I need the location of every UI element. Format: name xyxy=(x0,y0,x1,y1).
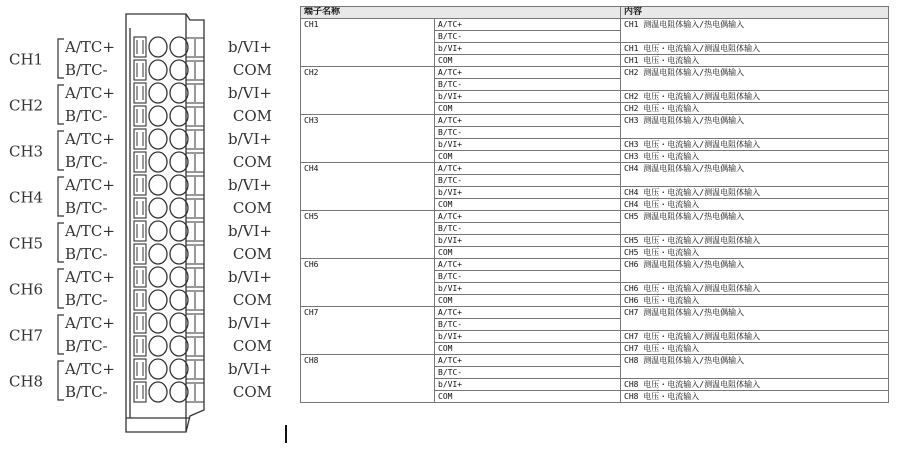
content-cell: CH6 测温电阻体输入/热电偶输入 xyxy=(621,259,889,283)
terminal-cell: COM xyxy=(435,55,621,67)
wire-hole xyxy=(170,152,188,172)
wire-hole xyxy=(170,313,188,333)
channel-labels xyxy=(9,38,272,401)
terminal-cell: b/VI+ xyxy=(435,43,621,55)
table-row xyxy=(301,211,889,223)
pin-vi-label: b/VI+ xyxy=(228,222,272,240)
pin-a-label: A/TC+ xyxy=(65,314,115,332)
pin-b-label: B/TC- xyxy=(65,61,108,79)
screw-hole xyxy=(149,244,167,264)
terminal-row xyxy=(134,37,204,57)
terminal-cell: A/TC+ xyxy=(435,163,621,175)
terminal-cell: b/VI+ xyxy=(435,379,621,391)
pin-com-label: COM xyxy=(232,337,272,355)
channel-label: CH6 xyxy=(9,280,44,299)
release-lever xyxy=(134,83,146,103)
terminal-cell: COM xyxy=(435,391,621,403)
terminal-cell: b/VI+ xyxy=(435,139,621,151)
pin-b-label: B/TC- xyxy=(65,245,108,263)
terminal-row xyxy=(134,198,204,218)
terminal-row xyxy=(134,60,204,80)
table-row xyxy=(301,163,889,175)
content-cell: CH3 电压・电流输入/测温电阻体输入 xyxy=(621,139,889,151)
release-lever xyxy=(134,198,146,218)
release-lever xyxy=(134,313,146,333)
terminal-cell: COM xyxy=(435,295,621,307)
screw-hole xyxy=(149,83,167,103)
channel-name-cell: CH8 xyxy=(301,355,435,403)
screw-hole xyxy=(149,382,167,402)
pin-a-label: A/TC+ xyxy=(65,84,115,102)
terminal-cell: B/TC- xyxy=(435,223,621,235)
channel-group xyxy=(9,268,272,309)
divider-mark xyxy=(285,425,287,443)
terminal-row xyxy=(134,359,204,379)
terminal-row xyxy=(134,382,204,402)
pin-a-label: A/TC+ xyxy=(65,222,115,240)
pin-com-label: COM xyxy=(232,153,272,171)
content-cell: CH8 电压・电流输入/测温电阻体输入 xyxy=(621,379,889,391)
screw-hole xyxy=(149,175,167,195)
content-cell: CH2 测温电阻体输入/热电偶输入 xyxy=(621,67,889,91)
pin-b-label: B/TC- xyxy=(65,153,108,171)
pin-b-label: B/TC- xyxy=(65,383,108,401)
terminal-cell: COM xyxy=(435,247,621,259)
terminal-cell: B/TC- xyxy=(435,79,621,91)
channel-name-cell: CH6 xyxy=(301,259,435,307)
pin-vi-label: b/VI+ xyxy=(228,38,272,56)
screw-hole xyxy=(149,290,167,310)
terminal-row xyxy=(134,336,204,356)
terminal-cell: b/VI+ xyxy=(435,283,621,295)
terminal-row xyxy=(134,129,204,149)
table-row xyxy=(301,67,889,79)
channel-label: CH7 xyxy=(9,326,44,345)
release-lever xyxy=(134,359,146,379)
terminal-cell: B/TC- xyxy=(435,367,621,379)
table-header-row xyxy=(301,7,889,19)
screw-hole xyxy=(149,221,167,241)
pin-a-label: A/TC+ xyxy=(65,360,115,378)
terminal-row xyxy=(134,106,204,126)
content-cell: CH5 测温电阻体输入/热电偶输入 xyxy=(621,211,889,235)
pin-com-label: COM xyxy=(232,107,272,125)
terminal-cell: A/TC+ xyxy=(435,211,621,223)
screw-hole xyxy=(149,152,167,172)
wire-hole xyxy=(170,106,188,126)
header-content: 内容 xyxy=(621,7,889,19)
release-lever xyxy=(134,221,146,241)
terminal-cell: B/TC- xyxy=(435,271,621,283)
table-row xyxy=(301,355,889,367)
pin-b-label: B/TC- xyxy=(65,199,108,217)
table-row xyxy=(301,19,889,31)
wire-hole xyxy=(170,244,188,264)
terminal-cell: A/TC+ xyxy=(435,259,621,271)
terminal-table xyxy=(300,6,889,403)
terminal-cell: COM xyxy=(435,103,621,115)
wire-hole xyxy=(170,175,188,195)
terminal-rows xyxy=(134,37,204,402)
pin-vi-label: b/VI+ xyxy=(228,176,272,194)
content-cell: CH3 电压・电流输入 xyxy=(621,151,889,163)
channel-bracket xyxy=(58,315,64,354)
channel-bracket xyxy=(58,269,64,308)
terminal-cell: COM xyxy=(435,151,621,163)
terminal-cell: b/VI+ xyxy=(435,187,621,199)
pin-vi-label: b/VI+ xyxy=(228,360,272,378)
channel-group xyxy=(9,222,272,263)
release-lever xyxy=(134,37,146,57)
terminal-cell: b/VI+ xyxy=(435,331,621,343)
content-cell: CH7 电压・电流输入 xyxy=(621,343,889,355)
pin-a-label: A/TC+ xyxy=(65,176,115,194)
wire-hole xyxy=(170,290,188,310)
channel-name-cell: CH4 xyxy=(301,163,435,211)
terminal-cell: A/TC+ xyxy=(435,115,621,127)
content-cell: CH4 电压・电流输入 xyxy=(621,199,889,211)
channel-bracket xyxy=(58,85,64,124)
screw-hole xyxy=(149,267,167,287)
terminal-row xyxy=(134,244,204,264)
wire-hole xyxy=(170,37,188,57)
header-terminal-name: 端子名称 xyxy=(301,7,621,19)
release-lever xyxy=(134,175,146,195)
terminal-row xyxy=(134,83,204,103)
terminal-cell: A/TC+ xyxy=(435,355,621,367)
terminal-cell: A/TC+ xyxy=(435,19,621,31)
channel-label: CH8 xyxy=(9,372,44,391)
release-lever xyxy=(134,106,146,126)
channel-group xyxy=(9,130,272,171)
content-cell: CH8 测温电阻体输入/热电偶输入 xyxy=(621,355,889,379)
channel-name-cell: CH5 xyxy=(301,211,435,259)
pin-com-label: COM xyxy=(232,383,272,401)
terminal-cell: A/TC+ xyxy=(435,67,621,79)
content-cell: CH5 电压・电流输入/测温电阻体输入 xyxy=(621,235,889,247)
channel-group xyxy=(9,176,272,217)
release-lever xyxy=(134,152,146,172)
content-cell: CH6 电压・电流输入 xyxy=(621,295,889,307)
wire-hole xyxy=(170,267,188,287)
screw-hole xyxy=(149,37,167,57)
pin-a-label: A/TC+ xyxy=(65,38,115,56)
terminal-cell: COM xyxy=(435,343,621,355)
wire-hole xyxy=(170,198,188,218)
pin-b-label: B/TC- xyxy=(65,291,108,309)
wire-hole xyxy=(170,382,188,402)
pin-com-label: COM xyxy=(232,291,272,309)
terminal-row xyxy=(134,152,204,172)
wire-hole xyxy=(170,83,188,103)
wire-hole xyxy=(170,221,188,241)
terminal-cell: B/TC- xyxy=(435,31,621,43)
content-cell: CH4 电压・电流输入/测温电阻体输入 xyxy=(621,187,889,199)
release-lever xyxy=(134,129,146,149)
screw-hole xyxy=(149,106,167,126)
wire-hole xyxy=(170,60,188,80)
release-lever xyxy=(134,267,146,287)
channel-name-cell: CH7 xyxy=(301,307,435,355)
channel-label: CH3 xyxy=(9,142,44,161)
release-lever xyxy=(134,244,146,264)
pin-vi-label: b/VI+ xyxy=(228,84,272,102)
channel-group xyxy=(9,38,272,79)
channel-bracket xyxy=(58,39,64,78)
content-cell: CH1 电压・电流输入/测温电阻体输入 xyxy=(621,43,889,55)
terminal-cell: B/TC- xyxy=(435,319,621,331)
screw-hole xyxy=(149,336,167,356)
pin-vi-label: b/VI+ xyxy=(228,314,272,332)
table-row xyxy=(301,307,889,319)
content-cell: CH1 测温电阻体输入/热电偶输入 xyxy=(621,19,889,43)
release-lever xyxy=(134,336,146,356)
content-cell: CH3 测温电阻体输入/热电偶输入 xyxy=(621,115,889,139)
channel-group xyxy=(9,314,272,355)
pin-com-label: COM xyxy=(232,61,272,79)
terminal-cell: B/TC- xyxy=(435,175,621,187)
channel-name-cell: CH2 xyxy=(301,67,435,115)
screw-hole xyxy=(149,60,167,80)
screw-hole xyxy=(149,313,167,333)
content-cell: CH4 测温电阻体输入/热电偶输入 xyxy=(621,163,889,187)
content-cell: CH8 电压・电流输入 xyxy=(621,391,889,403)
terminal-row xyxy=(134,267,204,287)
channel-label: CH2 xyxy=(9,96,44,115)
content-cell: CH6 电压・电流输入/测温电阻体输入 xyxy=(621,283,889,295)
channel-bracket xyxy=(58,131,64,170)
terminal-row xyxy=(134,221,204,241)
terminal-block-diagram xyxy=(0,0,290,449)
wire-hole xyxy=(170,129,188,149)
content-cell: CH1 电压・电流输入 xyxy=(621,55,889,67)
pin-b-label: B/TC- xyxy=(65,337,108,355)
terminal-row xyxy=(134,313,204,333)
pin-b-label: B/TC- xyxy=(65,107,108,125)
content-cell: CH2 电压・电流输入/测温电阻体输入 xyxy=(621,91,889,103)
terminal-cell: b/VI+ xyxy=(435,91,621,103)
terminal-row xyxy=(134,175,204,195)
content-cell: CH7 测温电阻体输入/热电偶输入 xyxy=(621,307,889,331)
terminal-row xyxy=(134,290,204,310)
pin-a-label: A/TC+ xyxy=(65,268,115,286)
pin-vi-label: b/VI+ xyxy=(228,268,272,286)
table-body xyxy=(301,19,889,403)
terminal-cell: B/TC- xyxy=(435,127,621,139)
screw-hole xyxy=(149,359,167,379)
channel-bracket xyxy=(58,361,64,400)
pin-com-label: COM xyxy=(232,199,272,217)
channel-bracket xyxy=(58,223,64,262)
terminal-cell: b/VI+ xyxy=(435,235,621,247)
channel-group xyxy=(9,84,272,125)
terminal-cell: A/TC+ xyxy=(435,307,621,319)
channel-name-cell: CH3 xyxy=(301,115,435,163)
content-cell: CH5 电压・电流输入 xyxy=(621,247,889,259)
channel-label: CH1 xyxy=(9,50,44,69)
channel-group xyxy=(9,360,272,401)
screw-hole xyxy=(149,129,167,149)
release-lever xyxy=(134,290,146,310)
screw-hole xyxy=(149,198,167,218)
table-row xyxy=(301,115,889,127)
terminal-cell: COM xyxy=(435,199,621,211)
wire-hole xyxy=(170,336,188,356)
pin-vi-label: b/VI+ xyxy=(228,130,272,148)
wire-hole xyxy=(170,359,188,379)
release-lever xyxy=(134,382,146,402)
channel-label: CH4 xyxy=(9,188,44,207)
content-cell: CH7 电压・电流输入/测温电阻体输入 xyxy=(621,331,889,343)
pin-a-label: A/TC+ xyxy=(65,130,115,148)
channel-label: CH5 xyxy=(9,234,44,253)
channel-bracket xyxy=(58,177,64,216)
table-row xyxy=(301,259,889,271)
release-lever xyxy=(134,60,146,80)
content-cell: CH2 电压・电流输入 xyxy=(621,103,889,115)
channel-name-cell: CH1 xyxy=(301,19,435,67)
pin-com-label: COM xyxy=(232,245,272,263)
